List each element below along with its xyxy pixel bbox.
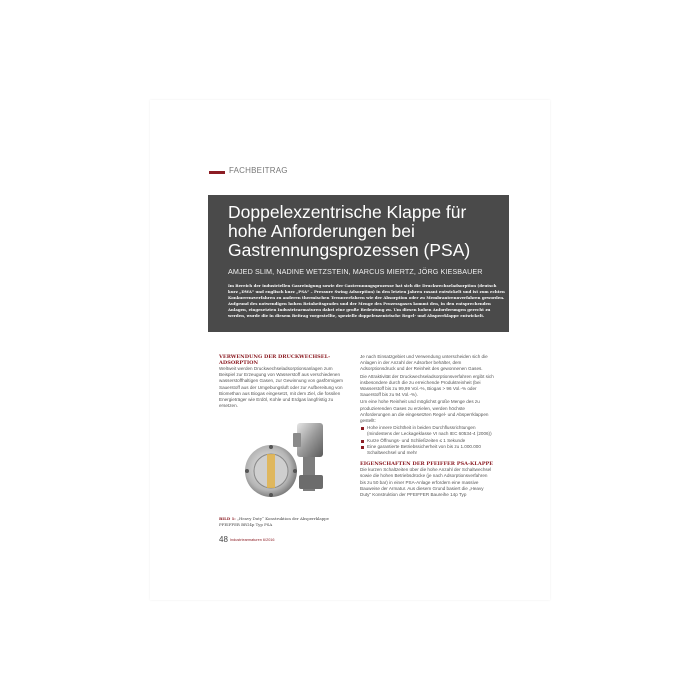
right-paragraph-2: Die Attraktivität der Druckwechseladsorptionsverfahren ergibt sich insbesondere durch die zu erreichende Produktreinheit (bei Wasserstoff bis zu 99,99 Vol.-%, Biogas > 96 Vol.-% oder Sauerstoff bis zu 94 Vol.-%). xyxy=(360,373,494,398)
requirement-bullet-3: Eine garantierte Betriebssicherheit von bis zu 1.000.000 Schaltwechsel und mehr xyxy=(360,444,494,456)
caption-label: BILD 1: xyxy=(219,516,236,521)
left-column xyxy=(219,354,343,410)
page-number: 48 xyxy=(219,535,228,544)
title-box xyxy=(208,195,509,332)
bolt-top xyxy=(269,445,273,449)
article-lead: Im Bereich der industriellen Gasreinigung sowie der Gastrennungsprozesse hat sich die Druckwechseladsorption (deutsch kurz „DWA“ und englisch kurz „PSA“ – Pressure Swing Adsorption) in den letzten Jahren rasant entwickelt und ist zum echten Konkurrenzverfahren zu anderen thermischen Trennverfahren wie der Absorption oder zu Membrantrennverfahren geworden. Aufgrund des notwendigen hohen Reinheitsgrades und der Menge des Prozessgases kommt den, in den entsprechenden Anlagen, eingesetzten Industriearmaturen dabei eine große Bedeutung zu. Um diesen hohen Anforderungen gerecht zu werden, wurde die in diesem Beitrag vorgestellte, spezielle doppelexzentrische Regel- und Absperrklappe entwickelt. xyxy=(228,283,505,319)
right-paragraph-1: Je nach Einsatzgebiet und Verwendung unterscheiden sich die Anlagen in der Anzahl der Adsorber behälter, dem Adsorptionsdruck und der Reinheit des gewonnenen Gases. xyxy=(360,354,488,372)
bolt-right xyxy=(293,469,297,473)
caption-text: „Heavy Duty“ Konstruktion der Absperrklappe PFEIFFER BR14p Typ PSA xyxy=(219,516,329,527)
valve-image xyxy=(243,419,339,507)
right-paragraph-3: Um eine hohe Reinheit und möglichst große Menge des zu produzierenden Gases zu erzielen, werden höchste Anforderungen an die eingesetzten Regel- und Absperrklappen gestellt: xyxy=(360,399,489,424)
left-column-heading: VERWENDUNG DER DRUCKWECHSEL-ADSORPTION xyxy=(219,354,331,366)
right-paragraph-4: Die kurzen Schaltzeiten über die hohe Anzahl der Schaltwechsel sowie die hohen Betriebsdrücke (je nach Adsorptionsverfahren bis zu 50 bar) in einer PSA-Anlage erfordern eine massive Bauweise der Armatur. Aus diesem Grund basiert die „Heavy Duty“ Konstruktion der PFEIFFER Baureihe 14p Typ xyxy=(360,467,492,498)
right-column xyxy=(360,354,494,499)
figure-caption xyxy=(219,516,339,527)
magazine-page xyxy=(150,100,550,600)
actuator-bracket xyxy=(293,433,301,447)
bolt-left xyxy=(245,469,249,473)
section-accent-bar xyxy=(209,171,225,174)
bolt-bottom xyxy=(269,493,273,497)
article-title: Doppelexzentrische Klappe für hohe Anforderungen bei Gastrennungsprozessen (PSA) xyxy=(228,202,471,260)
requirement-bullet-1: Hohe innere Dichtheit in beiden Durchflussrichtungen (mindestens der Leckageklasse VI nach IEC 60534-4 (2006)) xyxy=(360,425,494,437)
requirement-bullet-2: Kurze Öffnungs- und Schließzeiten ≤ 1 Sekunde xyxy=(360,438,494,444)
left-column-text: Weltweit werden Druckwechseladsorptionsanlagen zum Beispiel zur Erzeugung von Wasserstoff aus verschiedenen wasserstoffhaltigen Gasen, zur Gewinnung von gasförmigem Sauerstoff aus der Umgebungsluft oder zur Aufbereitung von Biomethan aus Biogas eingesetzt, mit dem Ziel, die fossilen Energieträger wie Erdöl, Kohle und Erdgas langfristig zu ersetzen. xyxy=(219,366,344,409)
valve-disc-edge xyxy=(267,454,275,488)
valve-flange-base xyxy=(299,475,323,489)
footer-source: Industriearmaturen 6/2016 xyxy=(230,538,275,542)
right-column-heading: EIGENSCHAFTEN DER PFEIFFER PSA-KLAPPE xyxy=(360,461,494,468)
article-authors: AMJED SLIM, NADINE WETZSTEIN, MARCUS MIERTZ, JÖRG KIESBAUER xyxy=(228,267,483,276)
section-label: FACHBEITRAG xyxy=(229,166,288,175)
